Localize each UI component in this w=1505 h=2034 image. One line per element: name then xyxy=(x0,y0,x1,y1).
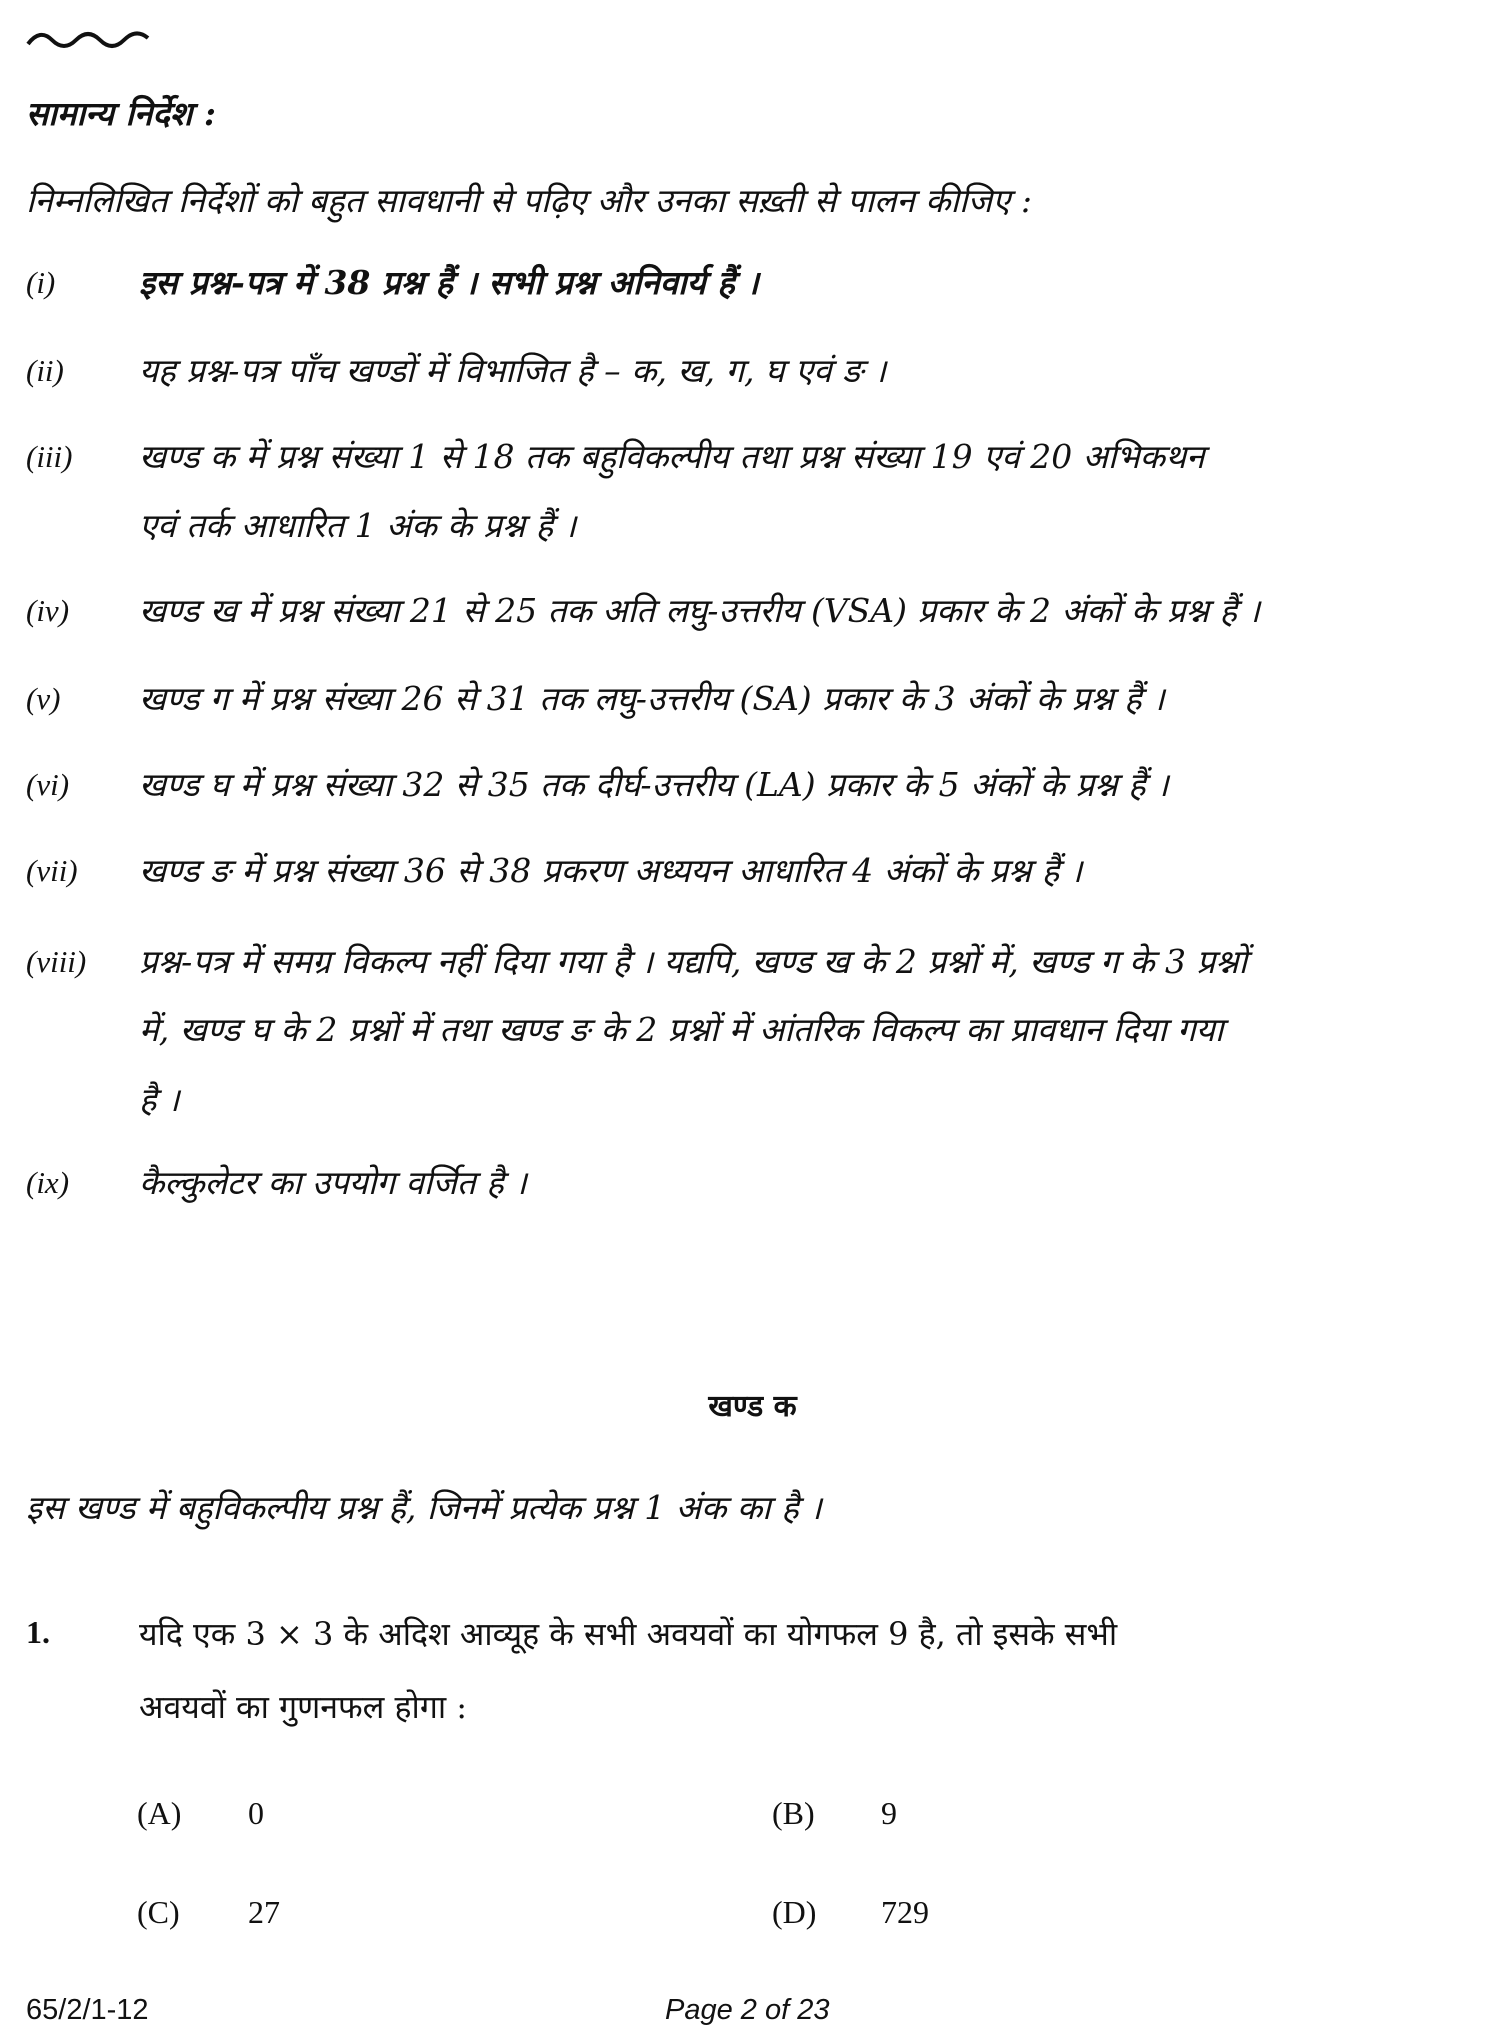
instruction-number: (viii) xyxy=(26,944,87,979)
option-value: 27 xyxy=(248,1894,280,1930)
section-title: खण्ड क xyxy=(708,1389,797,1424)
instruction-text: खण्ड घ में प्रश्न संख्या 32 से 35 तक दीर्घ-उत्तरीय (LA) प्रकार के 5 अंकों के प्रश्न हैं । xyxy=(139,765,1169,804)
instruction-number: (vi) xyxy=(26,767,70,802)
instruction-number: (iii) xyxy=(26,439,73,474)
instruction-number: (ix) xyxy=(26,1165,70,1200)
option-label: (D) xyxy=(772,1894,817,1930)
instructions-intro: निम्नलिखित निर्देशों को बहुत सावधानी से पढ़िए और उनका सख़्ती से पालन कीजिए : xyxy=(26,181,1032,220)
instruction-text: कैल्कुलेटर का उपयोग वर्जित है । xyxy=(139,1163,527,1202)
instruction-number: (iv) xyxy=(26,593,70,628)
option-value: 9 xyxy=(881,1795,897,1831)
question-text: अवयवों का गुणनफल होगा : xyxy=(139,1688,468,1726)
instruction-text: इस प्रश्न-पत्र में 38 प्रश्न हैं । सभी प्रश्न अनिवार्य हैं । xyxy=(139,263,759,302)
option-label: (B) xyxy=(772,1795,815,1831)
page-number: Page 2 of 23 xyxy=(665,1994,830,2026)
instruction-text: प्रश्न-पत्र में समग्र विकल्प नहीं दिया गया है । यद्यपि, खण्ड ख के 2 प्रश्नों में, खण्ड ग के 3 प्रश्नों xyxy=(139,942,1248,981)
wave-icon xyxy=(26,24,156,54)
option-value: 729 xyxy=(881,1894,929,1930)
instruction-number: (v) xyxy=(26,681,61,716)
instruction-text: है । xyxy=(139,1080,180,1119)
instruction-text: खण्ड ख में प्रश्न संख्या 21 से 25 तक अति लघु-उत्तरीय (VSA) प्रकार के 2 अंकों के प्रश्न हैं । xyxy=(139,591,1260,630)
instruction-number: (i) xyxy=(26,265,56,300)
question-number: 1. xyxy=(26,1614,50,1650)
option-value: 0 xyxy=(248,1795,264,1831)
instruction-text: में, खण्ड घ के 2 प्रश्नों में तथा खण्ड ङ के 2 प्रश्नों में आंतरिक विकल्प का प्रावधान दिया गया xyxy=(139,1010,1224,1049)
question-text: यदि एक 3 × 3 के अदिश आव्यूह के सभी अवयवों का योगफल 9 है, तो इसके सभी xyxy=(139,1615,1118,1653)
instruction-text: खण्ड क में प्रश्न संख्या 1 से 18 तक बहुविकल्पीय तथा प्रश्न संख्या 19 एवं 20 अभिकथन xyxy=(139,437,1205,476)
instruction-number: (ii) xyxy=(26,353,64,388)
instruction-text: खण्ड ग में प्रश्न संख्या 26 से 31 तक लघु-उत्तरीय (SA) प्रकार के 3 अंकों के प्रश्न हैं । xyxy=(139,679,1165,718)
option-label: (C) xyxy=(137,1894,180,1930)
instruction-text: एवं तर्क आधारित 1 अंक के प्रश्न हैं । xyxy=(139,506,577,545)
section-intro: इस खण्ड में बहुविकल्पीय प्रश्न हैं, जिनमें प्रत्येक प्रश्न 1 अंक का है । xyxy=(26,1488,822,1527)
instruction-text: खण्ड ङ में प्रश्न संख्या 36 से 38 प्रकरण अध्ययन आधारित 4 अंकों के प्रश्न हैं । xyxy=(139,851,1083,890)
instruction-number: (vii) xyxy=(26,853,78,888)
instructions-title: सामान्य निर्देश : xyxy=(26,94,216,133)
instruction-text: यह प्रश्न-पत्र पाँच खण्डों में विभाजित है – क, ख, ग, घ एवं ङ । xyxy=(139,351,887,390)
option-label: (A) xyxy=(137,1795,182,1831)
paper-code: 65/2/1-12 xyxy=(26,1994,149,2026)
